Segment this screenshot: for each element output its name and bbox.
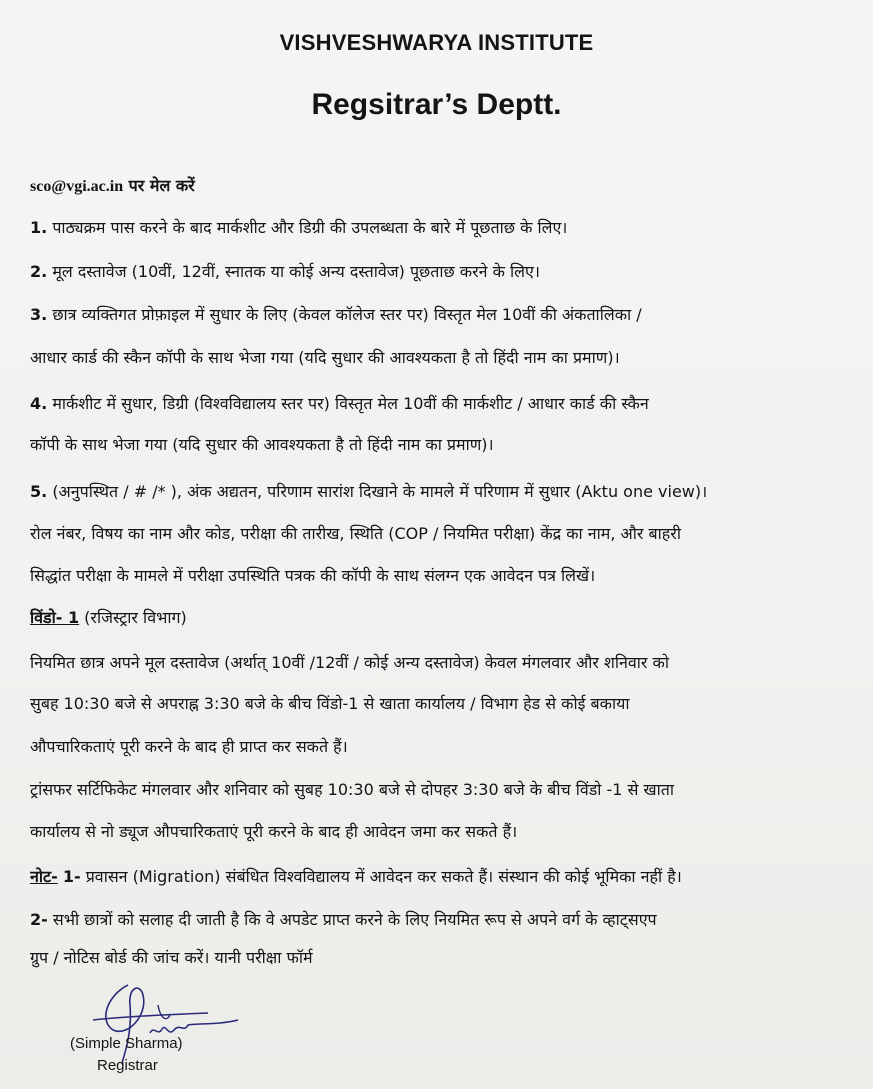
item-4-line-2: कॉपी के साथ भेजा गया (यदि सुधार की आवश्यकता है तो हिंदी नाम का प्रमाण)।	[30, 435, 494, 454]
item-2	[30, 260, 860, 284]
window-para-1-line-1: नियमित छात्र अपने मूल दस्तावेज (अर्थात् 10वीं /12वीं / कोई अन्य दस्तावेज) केवल मंगलवार और शनिवार को	[30, 653, 669, 672]
note-number: 2-	[30, 910, 48, 929]
mail-line	[30, 174, 860, 199]
item-text: मार्कशीट में सुधार, डिग्री (विश्वविद्यालय स्तर पर) विस्तृत मेल 10वीं की मार्कशीट / आधार कार्ड की स्कैन	[52, 394, 649, 413]
item-number: 3.	[30, 305, 48, 324]
item-5-line-1	[30, 480, 860, 504]
institute-name: VISHVESHWARYA INSTITUTE	[279, 30, 594, 55]
item-number: 5.	[30, 482, 48, 501]
item-number: 2.	[30, 262, 48, 281]
item-text: छात्र व्यक्तिगत प्रोफ़ाइल में सुधार के लिए (केवल कॉलेज स्तर पर) विस्तृत मेल 10वीं की अंकतालिका /	[52, 305, 642, 324]
item-text: पाठ्यक्रम पास करने के बाद मार्कशीट और डिग्री की उपलब्धता के बारे में पूछताछ के लिए।	[52, 218, 568, 237]
window-para-1-line-2: सुबह 10:30 बजे से अपराह्न 3:30 बजे के बीच विंडो-1 से खाता कार्यालय / विभाग हेड से कोई बकाया	[30, 694, 630, 713]
note-text: सभी छात्रों को सलाह दी जाती है कि वे अपडेट प्राप्त करने के लिए नियमित रूप से अपने वर्ग के व्हाट्सएप	[52, 910, 657, 929]
window-label: विंडो- 1	[30, 608, 80, 627]
item-1	[30, 216, 860, 240]
note-number: 1-	[62, 867, 81, 886]
signatory-name: (Simple Sharma)	[70, 1035, 183, 1052]
item-3-line-2: आधार कार्ड की स्कैन कॉपी के साथ भेजा गया (यदि सुधार की आवश्यकता है तो हिंदी नाम का प्रमाण)।	[30, 348, 620, 367]
window-para-2-line-1: ट्रांसफर सर्टिफिकेट मंगलवार और शनिवार को सुबह 10:30 बजे से दोपहर 3:30 बजे के बीच विंडो -1 से खाता	[30, 780, 674, 799]
note-1	[30, 865, 860, 889]
item-5-line-2: रोल नंबर, विषय का नाम और कोड, परीक्षा की तारीख, स्थिति (COP / नियमित परीक्षा) केंद्र का नाम, और बाहरी	[30, 524, 681, 543]
item-number: 4.	[30, 394, 48, 413]
email-address: sco@vgi.ac.in	[30, 178, 124, 195]
item-3-line-1	[30, 303, 860, 327]
department-title: Regsitrar’s Deptt.	[311, 88, 562, 121]
item-4-line-1	[30, 392, 860, 416]
note-text: प्रवासन (Migration) संबंधित विश्वविद्यालय में आवेदन कर सकते हैं। संस्थान की कोई भूमिका नहीं है।	[85, 867, 682, 886]
window-dept: (रजिस्ट्रार विभाग)	[79, 608, 187, 627]
window-para-2-line-2: कार्यालय से नो ड्यूज औपचारिकताएं पूरी करने के बाद ही आवेदन जमा कर सकते हैं।	[30, 822, 518, 841]
signatory-title: Registrar	[97, 1057, 158, 1074]
item-number: 1.	[30, 218, 48, 237]
note-2-line-1	[30, 908, 860, 932]
mail-instruction: पर मेल करें	[123, 176, 195, 195]
note-2-line-2: ग्रुप / नोटिस बोर्ड की जांच करें। यानी परीक्षा फॉर्म	[30, 948, 313, 967]
item-text: (अनुपस्थित / # /* ), अंक अद्यतन, परिणाम सारांश दिखाने के मामले में परिणाम में सुधार (Aktu one view)।	[52, 482, 708, 501]
item-5-line-3: सिद्धांत परीक्षा के मामले में परीक्षा उपस्थिति पत्रक की कॉपी के साथ संलग्न एक आवेदन पत्र लिखें।	[30, 566, 596, 585]
window-heading	[30, 606, 860, 630]
item-text: मूल दस्तावेज (10वीं, 12वीं, स्नातक या कोई अन्य दस्तावेज) पूछताछ करने के लिए।	[52, 262, 540, 281]
note-label: नोट-	[30, 867, 58, 886]
window-para-1-line-3: औपचारिकताएं पूरी करने के बाद ही प्राप्त कर सकते हैं।	[30, 737, 348, 756]
